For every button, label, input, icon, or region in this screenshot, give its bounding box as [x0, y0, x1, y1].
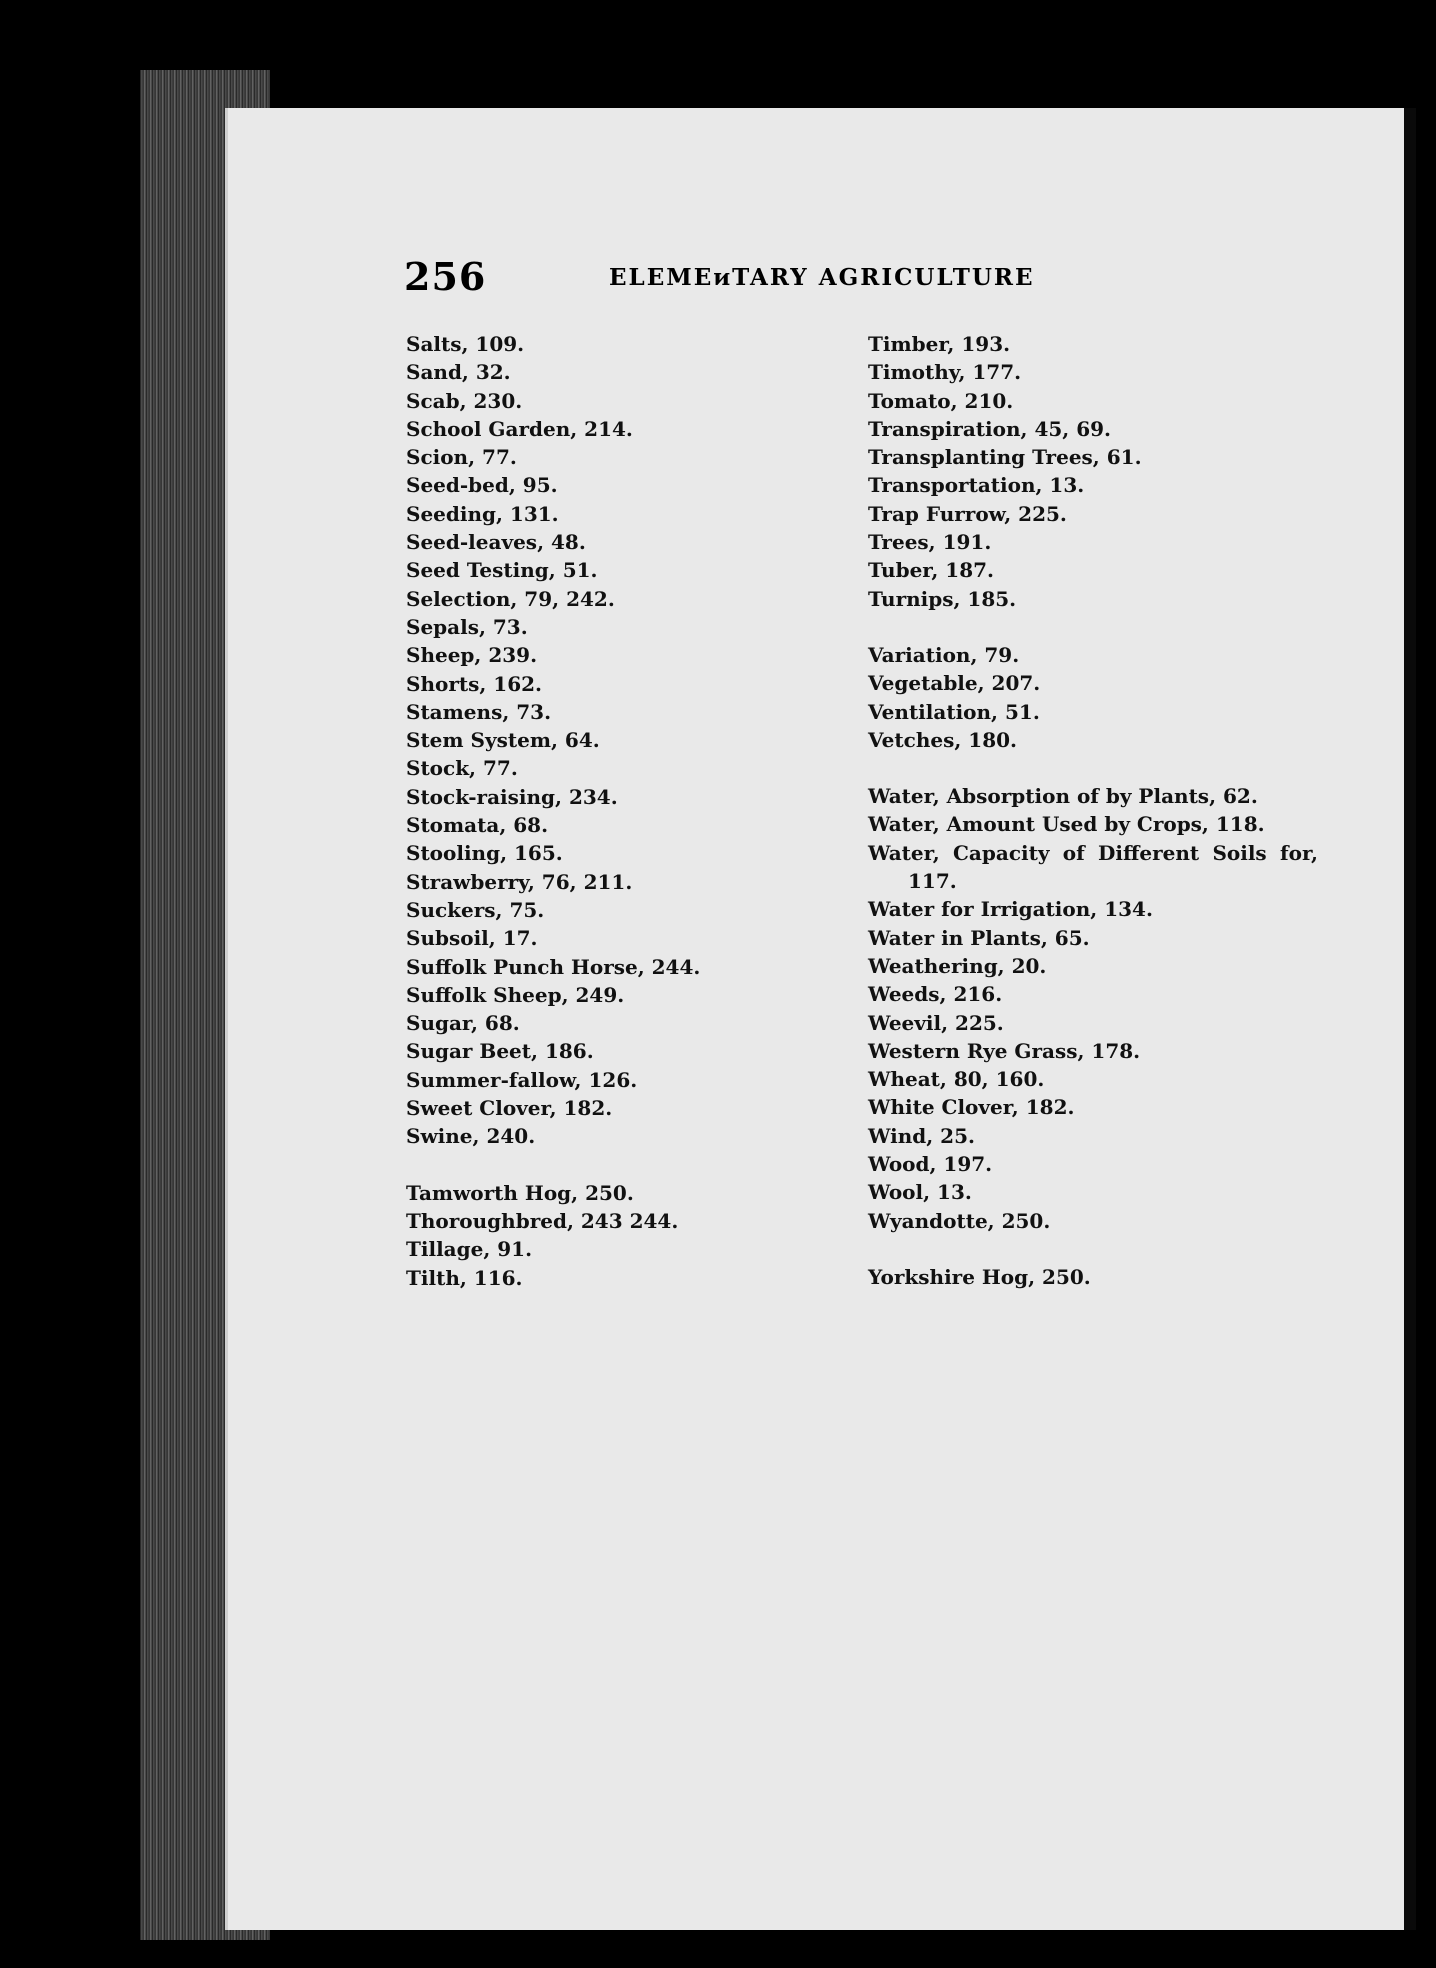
- index-entry: Timothy, 177.: [868, 360, 1022, 385]
- index-entry: Subsoil, 17.: [406, 926, 538, 951]
- index-column-right: [868, 330, 1318, 1291]
- index-entry: Swine, 240.: [406, 1124, 536, 1149]
- index-column-left: [406, 330, 700, 1292]
- index-entry: White Clover, 182.: [868, 1095, 1075, 1120]
- index-entry: Tuber, 187.: [868, 558, 995, 583]
- page-number: 256: [404, 254, 487, 299]
- index-entry: School Garden, 214.: [406, 416, 633, 441]
- index-entry: Suffolk Sheep, 249.: [406, 982, 625, 1007]
- index-entry: Stem System, 64.: [406, 728, 600, 753]
- index-entry: Salts, 109.: [406, 332, 525, 356]
- index-entry: Ventilation, 51.: [868, 699, 1040, 724]
- index-entry: Transportation, 13.: [868, 473, 1085, 498]
- index-entry: Scion, 77.: [406, 445, 517, 470]
- index-entry: Summer-fallow, 126.: [406, 1067, 638, 1092]
- index-entry: Wheat, 80, 160.: [868, 1067, 1045, 1092]
- index-entry: Scab, 230.: [406, 388, 523, 413]
- index-entry: Tillage, 91.: [406, 1237, 533, 1262]
- index-entry: Shorts, 162.: [406, 671, 542, 696]
- index-entry: Trap Furrow, 225.: [868, 501, 1067, 526]
- index-entry: Stooling, 165.: [406, 841, 563, 866]
- index-entry: Thoroughbred, 243 244.: [406, 1208, 679, 1233]
- index-entry: Vegetable, 207.: [868, 671, 1041, 696]
- index-entry: Suckers, 75.: [406, 897, 545, 922]
- index-entry: Strawberry, 76, 211.: [406, 869, 633, 894]
- index-entry: Variation, 79.: [868, 642, 1020, 667]
- index-entry: Western Rye Grass, 178.: [868, 1038, 1141, 1063]
- index-entry: Wool, 13.: [868, 1180, 972, 1205]
- index-entry: Weevil, 225.: [868, 1010, 1004, 1035]
- index-entry: Weeds, 216.: [868, 982, 1003, 1007]
- book-page: [225, 108, 1416, 1930]
- index-entry: Vetches, 180.: [868, 727, 1017, 752]
- index-entry: Wind, 25.: [868, 1123, 975, 1148]
- index-entry: Yorkshire Hog, 250.: [868, 1264, 1091, 1289]
- index-entry: Sweet Clover, 182.: [406, 1096, 613, 1121]
- index-entry: Water, Amount Used by Crops, 118.: [868, 812, 1265, 837]
- index-entry: Wyandotte, 250.: [868, 1208, 1051, 1233]
- index-entry: Tamworth Hog, 250.: [406, 1180, 634, 1205]
- index-entry: Water, Capacity of Different Soils for, 117.: [868, 840, 1318, 894]
- running-title: ELEMEᴎTARY AGRICULTURE: [609, 264, 1035, 291]
- index-entry: Sepals, 73.: [406, 614, 528, 639]
- index-entry: Seeding, 131.: [406, 501, 559, 526]
- index-entry: Seed Testing, 51.: [406, 558, 598, 583]
- index-entry: Sheep, 239.: [406, 643, 538, 668]
- index-entry: Transplanting Trees, 61.: [868, 445, 1142, 470]
- index-entry: Seed-bed, 95.: [406, 473, 558, 498]
- index-entry: Sand, 32.: [406, 360, 511, 385]
- index-entry: Trees, 191.: [868, 530, 992, 555]
- index-entry: Weathering, 20.: [868, 953, 1047, 978]
- index-entry: Water, Absorption of by Plants, 62.: [868, 784, 1258, 809]
- index-entry: Turnips, 185.: [868, 586, 1017, 611]
- index-entry: Stomata, 68.: [406, 813, 549, 838]
- page-header: [404, 254, 1284, 304]
- index-entry: Suffolk Punch Horse, 244.: [406, 954, 701, 979]
- index-entry: Transpiration, 45, 69.: [868, 416, 1111, 441]
- index-entry: Water in Plants, 65.: [868, 925, 1090, 950]
- index-entry: Seed-leaves, 48.: [406, 530, 586, 555]
- index-entry: Wood, 197.: [868, 1152, 993, 1177]
- index-entry: Stock, 77.: [406, 756, 518, 781]
- index-entry: Stock-raising, 234.: [406, 784, 618, 809]
- index-entry: Stamens, 73.: [406, 699, 552, 724]
- index-entry: Tilth, 116.: [406, 1265, 523, 1290]
- index-entry: Selection, 79, 242.: [406, 586, 615, 611]
- index-entry: Tomato, 210.: [868, 388, 1014, 413]
- index-entry: Timber, 193.: [868, 332, 1011, 356]
- index-entry: Sugar, 68.: [406, 1011, 520, 1036]
- index-entry: Sugar Beet, 186.: [406, 1039, 594, 1064]
- index-entry: Water for Irrigation, 134.: [868, 897, 1153, 922]
